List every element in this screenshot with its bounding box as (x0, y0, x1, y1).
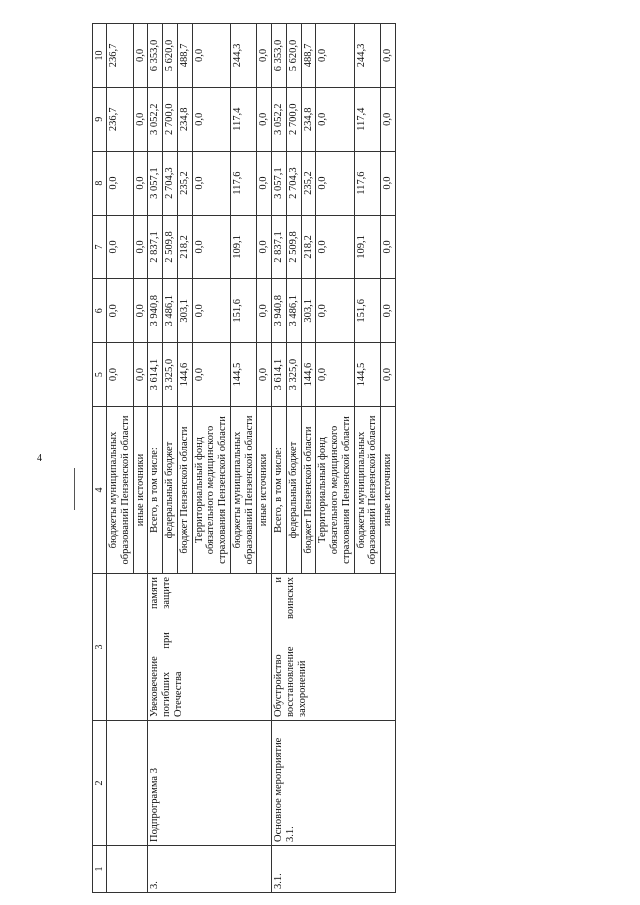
value-cell: 234,8 (177, 87, 192, 151)
value-cell: 3 052,2 (272, 87, 287, 151)
description-cell: Обустройство и восстановление воинских захоронений (272, 574, 396, 721)
header-cell: 8 (93, 151, 107, 215)
value-cell: 144,6 (301, 343, 316, 407)
value-cell: 3 486,1 (163, 279, 178, 343)
program-name-cell: Основное мероприятие 3.1. (272, 721, 396, 846)
value-cell: 3 940,8 (148, 279, 163, 343)
value-cell: 235,2 (177, 151, 192, 215)
program-name-cell (107, 721, 148, 846)
value-cell: 244,3 (230, 24, 257, 88)
funding-source-cell: федеральный бюджет (163, 407, 178, 574)
value-cell: 0,0 (133, 87, 148, 151)
value-cell: 2 700,0 (286, 87, 301, 151)
funding-source-cell: федеральный бюджет (286, 407, 301, 574)
value-cell: 0,0 (257, 279, 272, 343)
value-cell: 488,7 (177, 24, 192, 88)
value-cell: 3 057,1 (148, 151, 163, 215)
header-cell: 7 (93, 215, 107, 279)
value-cell: 5 620,0 (286, 24, 301, 88)
value-cell: 117,6 (354, 151, 381, 215)
value-cell: 234,8 (301, 87, 316, 151)
value-cell: 2 509,8 (286, 215, 301, 279)
value-cell: 0,0 (381, 24, 396, 88)
value-cell: 0,0 (257, 24, 272, 88)
value-cell: 0,0 (316, 87, 354, 151)
value-cell: 0,0 (192, 343, 230, 407)
value-cell: 3 325,0 (163, 343, 178, 407)
row-number-cell (107, 846, 148, 893)
value-cell: 0,0 (107, 151, 134, 215)
value-cell: 0,0 (381, 215, 396, 279)
value-cell: 0,0 (192, 87, 230, 151)
value-cell: 6 353,0 (148, 24, 163, 88)
funding-source-cell: бюджеты муниципальных образований Пензенской области (354, 407, 381, 574)
value-cell: 2 700,0 (163, 87, 178, 151)
value-cell: 2 704,3 (163, 151, 178, 215)
value-cell: 5 620,0 (163, 24, 178, 88)
header-cell: 9 (93, 87, 107, 151)
funding-source-cell: бюджет Пензенской области (301, 407, 316, 574)
value-cell: 236,7 (107, 87, 134, 151)
value-cell: 218,2 (301, 215, 316, 279)
page-number: 4 (37, 453, 42, 464)
value-cell: 0,0 (381, 343, 396, 407)
value-cell: 3 614,1 (148, 343, 163, 407)
value-cell: 2 837,1 (148, 215, 163, 279)
financing-table (92, 23, 396, 893)
value-cell: 0,0 (316, 215, 354, 279)
value-cell: 0,0 (192, 151, 230, 215)
funding-source-cell: иные источники (381, 407, 396, 574)
value-cell: 6 353,0 (272, 24, 287, 88)
header-row (93, 24, 107, 893)
header-cell: 1 (93, 846, 107, 893)
value-cell: 0,0 (257, 215, 272, 279)
value-cell: 0,0 (381, 87, 396, 151)
value-cell: 303,1 (177, 279, 192, 343)
value-cell: 236,7 (107, 24, 134, 88)
value-cell: 109,1 (230, 215, 257, 279)
continuation-rows (107, 24, 148, 893)
value-cell: 0,0 (192, 24, 230, 88)
value-cell: 3 940,8 (272, 279, 287, 343)
value-cell: 0,0 (381, 279, 396, 343)
row-number-cell: 3. (148, 846, 272, 893)
funding-source-cell: Территориальный фонд обязательного медицинского страхования Пензенской области (316, 407, 354, 574)
value-cell: 0,0 (316, 343, 354, 407)
value-cell: 144,5 (230, 343, 257, 407)
funding-source-cell: бюджеты муниципальных образований Пензенской области (107, 407, 134, 574)
value-cell: 0,0 (133, 24, 148, 88)
funding-source-cell: иные источники (257, 407, 272, 574)
funding-source-cell: бюджет Пензенской области (177, 407, 192, 574)
header-cell: 4 (93, 407, 107, 574)
value-cell: 0,0 (381, 151, 396, 215)
description-cell (107, 574, 148, 721)
value-cell: 2 837,1 (272, 215, 287, 279)
value-cell: 244,3 (354, 24, 381, 88)
value-cell: 0,0 (316, 279, 354, 343)
header-cell: 6 (93, 279, 107, 343)
value-cell: 3 057,1 (272, 151, 287, 215)
header-cell: 2 (93, 721, 107, 846)
value-cell: 2 509,8 (163, 215, 178, 279)
funding-source-cell: Территориальный фонд обязательного медицинского страхования Пензенской области (192, 407, 230, 574)
value-cell: 0,0 (257, 151, 272, 215)
description-cell: Увековечение памяти погибших при защите Отечества (148, 574, 272, 721)
value-cell: 144,5 (354, 343, 381, 407)
table-row (148, 24, 163, 893)
value-cell: 0,0 (133, 343, 148, 407)
funding-source-cell: иные источники (133, 407, 148, 574)
value-cell: 0,0 (316, 151, 354, 215)
table-row (107, 24, 134, 893)
value-cell: 0,0 (107, 343, 134, 407)
value-cell: 0,0 (316, 24, 354, 88)
value-cell: 303,1 (301, 279, 316, 343)
value-cell: 2 704,3 (286, 151, 301, 215)
rotated-table-container (92, 23, 532, 893)
funding-source-cell: бюджеты муниципальных образований Пензенской области (230, 407, 257, 574)
measure-3-1-rows (272, 24, 396, 893)
subprogram-3-rows (148, 24, 272, 893)
value-cell: 117,6 (230, 151, 257, 215)
value-cell: 0,0 (133, 151, 148, 215)
value-cell: 117,4 (230, 87, 257, 151)
value-cell: 144,6 (177, 343, 192, 407)
value-cell: 0,0 (257, 87, 272, 151)
value-cell: 151,6 (354, 279, 381, 343)
table-row (272, 24, 287, 893)
value-cell: 0,0 (257, 343, 272, 407)
value-cell: 0,0 (192, 215, 230, 279)
divider-line (74, 468, 75, 510)
value-cell: 3 325,0 (286, 343, 301, 407)
funding-source-cell: Всего, в том числе: (272, 407, 287, 574)
value-cell: 3 614,1 (272, 343, 287, 407)
header-cell: 5 (93, 343, 107, 407)
value-cell: 109,1 (354, 215, 381, 279)
value-cell: 235,2 (301, 151, 316, 215)
row-number-cell: 3.1. (272, 846, 396, 893)
value-cell: 0,0 (133, 215, 148, 279)
value-cell: 0,0 (192, 279, 230, 343)
value-cell: 488,7 (301, 24, 316, 88)
program-name-cell: Подпрограмма 3 (148, 721, 272, 846)
value-cell: 218,2 (177, 215, 192, 279)
header-cell: 3 (93, 574, 107, 721)
value-cell: 151,6 (230, 279, 257, 343)
header-cell: 10 (93, 24, 107, 88)
value-cell: 0,0 (133, 279, 148, 343)
value-cell: 3 486,1 (286, 279, 301, 343)
value-cell: 117,4 (354, 87, 381, 151)
value-cell: 0,0 (107, 215, 134, 279)
value-cell: 0,0 (107, 279, 134, 343)
funding-source-cell: Всего, в том числе: (148, 407, 163, 574)
value-cell: 3 052,2 (148, 87, 163, 151)
